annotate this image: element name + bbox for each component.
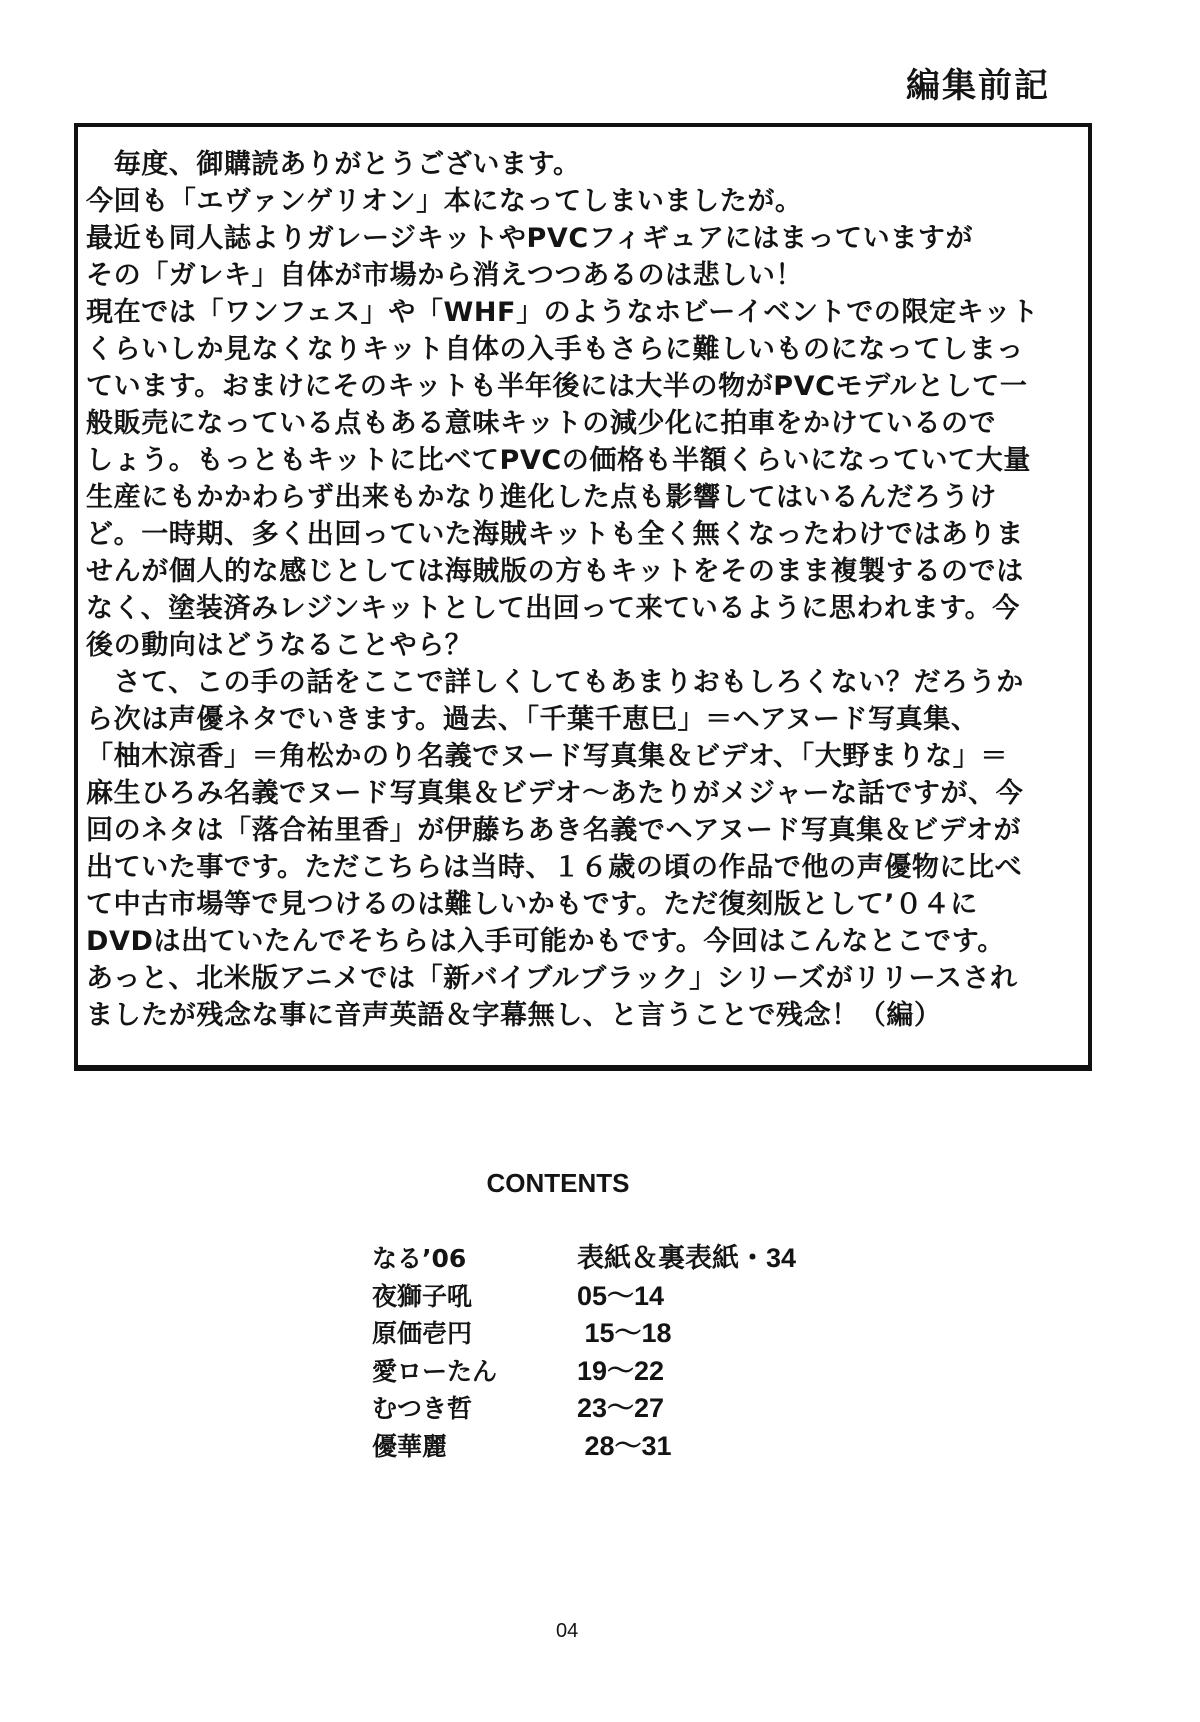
contents-entry	[372, 1278, 872, 1316]
editorial-line: ら次は声優ネタでいきます。過去、「千葉千恵巳」＝ヘアヌード写真集、	[86, 704, 979, 735]
contents-entry-pages: 表紙＆裏表紙・34	[577, 1243, 797, 1273]
editorial-line: さて、この手の話をここで詳しくしてもあまりおもしろくない？だろうか	[86, 667, 1024, 698]
editorial-line: ど。一時期、多く出回っていた海賊キットも全く無くなったわけではありま	[86, 519, 1024, 550]
editorial-line: 最近も同人誌よりガレージキットやPVCフィギュアにはまっていますが	[86, 223, 974, 254]
editorial-line: 出ていた事です。ただこちらは当時、１６歳の頃の作品で他の声優物に比べ	[86, 852, 1023, 883]
contents-entry-title: 夜獅子吼	[372, 1281, 473, 1311]
contents-entry-title: なる’06	[372, 1244, 467, 1273]
editorial-line: 後の動向はどうなることやら？	[86, 630, 473, 661]
editorial-line: せんが個人的な感じとしては海賊版の方もキットをそのまま複製するのでは	[86, 556, 1024, 587]
contents-entry-pages: 19～22	[577, 1355, 665, 1386]
contents-entry-pages: 05～14	[577, 1280, 665, 1311]
contents-heading: CONTENTS	[486, 1168, 630, 1198]
page-number: 04	[556, 1620, 579, 1642]
editorial-line: しょう。もっともキットに比べてPVCの価格も半額くらいになっていて大量	[86, 445, 1031, 476]
editorial-line: なく、塗装済みレジンキットとして出回って来ているように思われます。今	[86, 593, 1020, 624]
contents-entry-title: むつき哲	[372, 1394, 473, 1423]
contents-entry	[372, 1353, 872, 1391]
contents-entry-pages: 28～31	[577, 1430, 672, 1461]
contents-entry-pages: 15～18	[577, 1318, 672, 1348]
editorial-line: 現在では「ワンフェス」や「WHF」のようなホビーイベントでの限定キット	[86, 297, 1039, 328]
table-of-contents	[372, 1240, 872, 1465]
editorial-line: DVDは出ていたんでそちらは入手可能かもです。今回はこんなとこです。	[86, 926, 1005, 957]
contents-entry-title: 愛ローたん	[372, 1356, 498, 1386]
editorial-line: その「ガレキ」自体が市場から消えつつあるのは悲しい！	[86, 260, 804, 291]
editorial-line: くらいしか見なくなりキット自体の入手もさらに難しいものになってしまっ	[86, 334, 1024, 365]
contents-entry	[372, 1428, 872, 1466]
contents-entry-pages: 23～27	[577, 1393, 665, 1423]
editorial-text	[86, 146, 1086, 1034]
editorial-line: 麻生ひろみ名義でヌード写真集＆ビデオ～あたりがメジャーな話ですが、今	[86, 778, 1024, 809]
contents-entry	[372, 1390, 872, 1428]
editorial-line: 今回も「エヴァンゲリオン」本になってしまいましたが。	[86, 186, 803, 217]
editorial-line: ましたが残念な事に音声英語＆字幕無し、と言うことで残念！（編）	[86, 1000, 942, 1031]
editorial-line: ています。おまけにそのキットも半年後には大半の物がPVCモデルとして一	[86, 371, 1028, 402]
editorial-line: 生産にもかかわらず出来もかなり進化した点も影響してはいるんだろうけ	[86, 482, 997, 513]
editorial-line: 毎度、御購読ありがとうございます。	[86, 149, 581, 180]
contents-entry-title: 原価壱円	[372, 1319, 473, 1348]
contents-entry	[372, 1315, 872, 1353]
contents-entry-title: 優華麗	[372, 1431, 448, 1461]
editorial-line: あっと、北米版アニメでは「新バイブルブラック」シリーズがリリースされ	[86, 963, 1018, 994]
editorial-line: 「柚木涼香」＝角松かのり名義でヌード写真集＆ビデオ、「大野まりな」＝	[86, 741, 1008, 772]
editorial-line: て中古市場等で見つけるのは難しいかもです。ただ復刻版として’０４に	[86, 889, 978, 920]
contents-entry	[372, 1240, 872, 1278]
page-heading: 編集前記	[906, 66, 1050, 106]
editorial-line: 般販売になっている点もある意味キットの減少化に拍車をかけているので	[86, 408, 997, 439]
editorial-line: 回のネタは「落合祐里香」が伊藤ちあき名義でヘアヌード写真集＆ビデオが	[86, 815, 1022, 846]
